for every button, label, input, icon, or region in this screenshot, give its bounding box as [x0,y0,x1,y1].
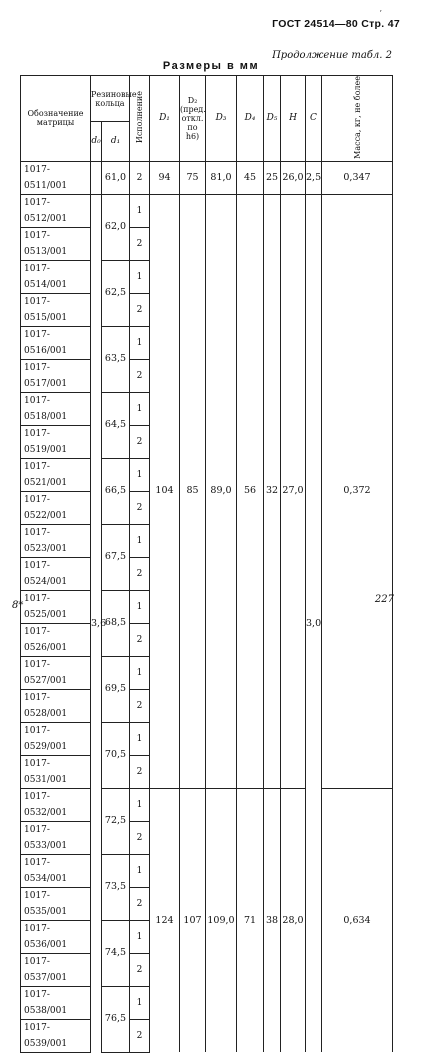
table-row [21,161,393,194]
designation-cell: 1017-0532/001 [21,788,91,821]
designation-cell: 1017-0528/001 [21,689,91,722]
execution-cell: 1 [130,920,150,953]
tick-mark: , [379,5,382,13]
d1-cell: 73,5 [102,854,130,920]
execution-cell: 1 [130,458,150,491]
d0-cell: 3,6 [91,194,102,1052]
cell-mass: 0,634 [322,788,393,1052]
continuation-label: Продолжение табл. 2 [272,50,392,61]
execution-cell: 2 [130,953,150,986]
cell-d4: 45 [237,161,264,194]
execution-cell: 2 [130,1019,150,1052]
col-mass: Масса, кг, не более [322,76,393,162]
cell-d2: 75 [180,161,206,194]
designation-cell: 1017-0534/001 [21,854,91,887]
execution-cell: 1 [130,854,150,887]
designation-cell: 1017-0516/001 [21,326,91,359]
cell-d5: 25 [264,161,281,194]
d1-cell: 66,5 [102,458,130,524]
cell-d4: 71 [237,788,264,1052]
execution-cell: 1 [130,524,150,557]
col-D4: D₄ [237,76,264,162]
designation-cell: 1017-0513/001 [21,227,91,260]
designation-cell: 1017-0521/001 [21,458,91,491]
execution-cell: 1 [130,722,150,755]
designation-cell: 1017-0511/001 [21,161,91,194]
table-row [21,194,393,227]
col-d1: d₁ [102,122,130,162]
d1-cell: 69,5 [102,656,130,722]
cell-d3: 89,0 [206,194,237,788]
d1-cell: 64,5 [102,392,130,458]
designation-cell: 1017-0533/001 [21,821,91,854]
execution-cell: 1 [130,656,150,689]
cell-d2: 107 [180,788,206,1052]
execution-cell: 1 [130,326,150,359]
execution-cell: 2 [130,491,150,524]
cell-d4: 56 [237,194,264,788]
cell-c: 2,5 [306,161,322,194]
execution-cell: 2 [130,887,150,920]
col-H: H [281,76,306,162]
d1-cell: 76,5 [102,986,130,1052]
designation-cell: 1017-0519/001 [21,425,91,458]
d1-cell: 62,5 [102,260,130,326]
designation-cell: 1017-0537/001 [21,953,91,986]
designation-cell: 1017-0515/001 [21,293,91,326]
designation-cell: 1017-0525/001 [21,590,91,623]
designation-cell: 1017-0535/001 [21,887,91,920]
cell-d1: 104 [150,194,180,788]
designation-cell: 1017-0524/001 [21,557,91,590]
execution-cell: 2 [130,623,150,656]
designation-cell: 1017-0538/001 [21,986,91,1019]
designation-cell: 1017-0522/001 [21,491,91,524]
cell-d5: 38 [264,788,281,1052]
execution-cell: 2 [130,557,150,590]
d1-cell: 67,5 [102,524,130,590]
footer-sheet-mark: 8* [12,600,24,611]
cell-h: 27,0 [281,194,306,788]
designation-cell: 1017-0517/001 [21,359,91,392]
execution-cell: 2 [130,359,150,392]
cell-mass: 0,347 [322,161,393,194]
table-caption: Размеры в мм [162,60,260,72]
cell-d3: 81,0 [206,161,237,194]
execution-cell: 2 [130,425,150,458]
designation-cell: 1017-0514/001 [21,260,91,293]
execution-cell: 1 [130,590,150,623]
col-D5: D₅ [264,76,281,162]
execution-cell: 2 [130,227,150,260]
col-D2: D₂ (пред. откл. по h6) [180,76,206,162]
d1-cell: 72,5 [102,788,130,854]
page-header: ГОСТ 24514—80 Стр. 47 [272,18,400,30]
d1-cell: 68,5 [102,590,130,656]
designation-cell: 1017-0518/001 [21,392,91,425]
designation-cell: 1017-0526/001 [21,623,91,656]
designation-cell: 1017-0531/001 [21,755,91,788]
execution-cell: 2 [130,293,150,326]
col-d0: d₀ [91,122,102,162]
page-number: 227 [374,594,394,605]
cell-d1: 94 [150,161,180,194]
designation-cell: 1017-0523/001 [21,524,91,557]
execution-cell: 2 [130,161,150,194]
designation-cell: 1017-0536/001 [21,920,91,953]
cell-d3: 109,0 [206,788,237,1052]
cell-mass: 0,372 [322,194,393,788]
col-C: C [306,76,322,162]
d1-cell: 70,5 [102,722,130,788]
col-designation: Обозначение матрицы [21,76,91,162]
designation-cell: 1017-0527/001 [21,656,91,689]
col-D1: D₁ [150,76,180,162]
d0-cell-first [91,161,102,194]
execution-cell: 2 [130,821,150,854]
execution-cell: 1 [130,392,150,425]
cell-h: 28,0 [281,788,306,1052]
d1-cell: 61,0 [102,161,130,194]
cell-h: 26,0 [281,161,306,194]
d1-cell: 62,0 [102,194,130,260]
col-rings: Резиновые кольца [91,76,130,122]
d1-cell: 74,5 [102,920,130,986]
d1-cell: 63,5 [102,326,130,392]
execution-cell: 1 [130,986,150,1019]
execution-cell: 2 [130,755,150,788]
execution-cell: 1 [130,194,150,227]
col-D3: D₃ [206,76,237,162]
col-execution: Исполнение [130,76,150,162]
cell-d2: 85 [180,194,206,788]
designation-cell: 1017-0539/001 [21,1019,91,1052]
table-row [21,788,393,821]
execution-cell: 1 [130,260,150,293]
dimensions-table [20,75,393,1053]
execution-cell: 2 [130,689,150,722]
designation-cell: 1017-0512/001 [21,194,91,227]
cell-d5: 32 [264,194,281,788]
execution-cell: 1 [130,788,150,821]
designation-cell: 1017-0529/001 [21,722,91,755]
cell-c: 3,0 [306,194,322,1052]
cell-d1: 124 [150,788,180,1052]
